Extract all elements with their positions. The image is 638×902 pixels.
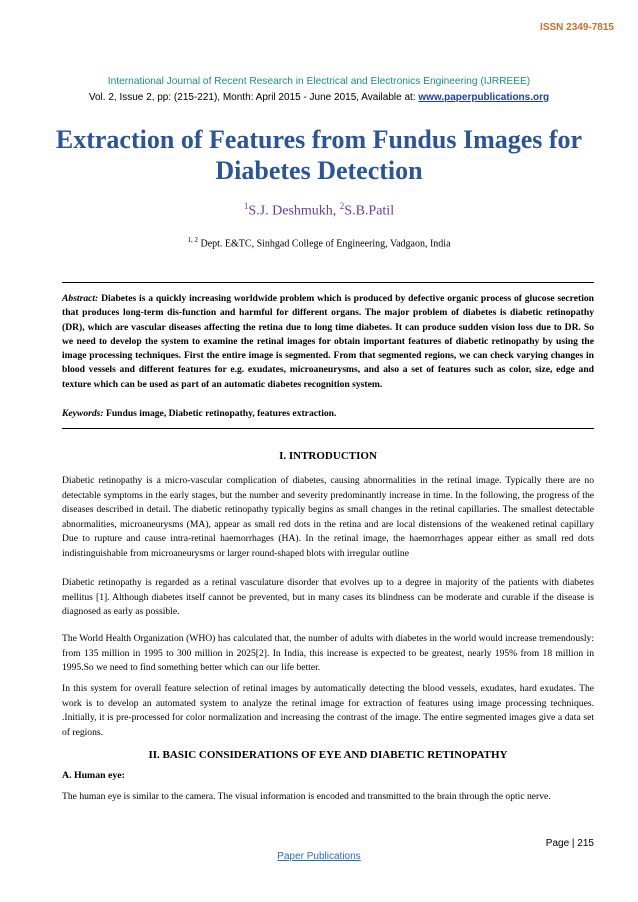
affiliation-text: Dept. E&TC, Sinhgad College of Engineering, Vadgaon, India bbox=[197, 238, 451, 250]
section-heading-basic-considerations: II. BASIC CONSIDERATIONS OF EYE AND DIABETIC RETINOPATHY bbox=[148, 749, 508, 761]
keywords-block bbox=[62, 408, 594, 419]
author2-name: S.B.Patil bbox=[344, 203, 395, 219]
paragraph-1: Diabetic retinopathy is a micro-vascular complication of diabetes, causing abnormalities in the retinal image. Typically there are no detectable symptoms in the early stages, but the number and severity predominantly increase in time. In the following, the progress of the diseases described in detail. The diabetic retinopathy typically begins as small changes in the retinal capillaries. The smallest detectable abnormalities, microaneurysms (MA), appear as small red dots in the retina and are local distensions of the weakened retinal capillary Due to rupture and cause intra-retinal haemorrhages (HA). In the retinal image, the haemorrhages appear either as small red dots indistinguishable from microaneurysms or larger round-shaped blots with irregular outline bbox=[62, 475, 594, 559]
abstract-block bbox=[62, 292, 594, 392]
publisher-link[interactable]: Paper Publications bbox=[277, 851, 361, 862]
journal-url-link[interactable]: www.paperpublications.org bbox=[418, 92, 550, 103]
section-heading-introduction: I. INTRODUCTION bbox=[279, 450, 377, 462]
keywords-label: Keywords: bbox=[62, 408, 104, 419]
volume-info bbox=[0, 92, 638, 103]
paragraph-4: In this system for overall feature selection of retinal images by automatically detecting the blood vessels, exudates, hard exudates. The work is to develop an automated system to analyze the retinal image for extraction of features using image processing techniques. .Initially, it is pre-processed for color normalization and increasing the contrast of the image. The entire segmented images give a data set of regions. bbox=[62, 683, 594, 738]
abstract-label: Abstract: bbox=[62, 293, 99, 304]
abstract-text: Diabetes is a quickly increasing worldwide problem which is produced by defective organic process of glucose secretion that produces long-term dis-function and harmful for different organs. The major problem of diabetes is diabetic retinopathy (DR), which are vascular diseases affecting the retina due to long time diabetes. It can produce sudden vision loss due to DR. So we need to develop the system to examine the retinal images for obtain important features of diabetic retinopathy by using the image processing techniques. First the entire image is segmented. From that segmented regions, we can check varying changes in blood vessels and different features for e.g. exudates, microaneurysms, and also a set of features such as color, size, edge and texture which can be used as part of an automatic diabetes recognition system. bbox=[62, 293, 594, 390]
affiliation-sup: 1, 2 bbox=[187, 236, 198, 244]
subsection-heading-human-eye: A. Human eye: bbox=[62, 770, 125, 781]
issn-label: ISSN 2349-7815 bbox=[540, 22, 614, 33]
keywords-text: Fundus image, Diabetic retinopathy, features extraction. bbox=[103, 408, 337, 419]
abstract-top-rule bbox=[62, 282, 594, 283]
author2-sup: 2 bbox=[339, 201, 345, 211]
author1-sup: 1 bbox=[243, 201, 249, 211]
affiliation bbox=[0, 236, 638, 249]
paper-title: Extraction of Features from Fundus Images for Diabetes Detection bbox=[55, 125, 583, 185]
author1-name: S.J. Deshmukh, bbox=[248, 203, 340, 219]
journal-name: International Journal of Recent Research in Electrical and Electronics Engineering (IJRREEE) bbox=[107, 76, 531, 87]
page-number: Page | 215 bbox=[545, 838, 594, 849]
volume-text: Vol. 2, Issue 2, pp: (215-221), Month: April 2015 - June 2015, Available at: bbox=[88, 92, 419, 103]
abstract-bottom-rule bbox=[62, 428, 594, 429]
paragraph-3: The World Health Organization (WHO) has calculated that, the number of adults with diabetes in the world would increase tremendously: from 135 million in 1995 to 300 million in 2025[2]. In India, this increase is expected to be greatest, nearly 195% from 18 million in 1995.So we need to find something better which can our life better. bbox=[62, 633, 594, 674]
authors bbox=[0, 201, 638, 220]
paragraph-2: Diabetic retinopathy is regarded as a retinal vasculature disorder that evolves up to a degree in majority of the patients with diabetes mellitus [1]. Although diabetes itself cannot be prevented, but in many cases its blindness can be moderate and curable if the disease is diagnosed as early as possible. bbox=[62, 577, 594, 618]
paragraph-5: The human eye is similar to the camera. The visual information is encoded and transmitted to the brain through the optic nerve. bbox=[62, 791, 551, 802]
